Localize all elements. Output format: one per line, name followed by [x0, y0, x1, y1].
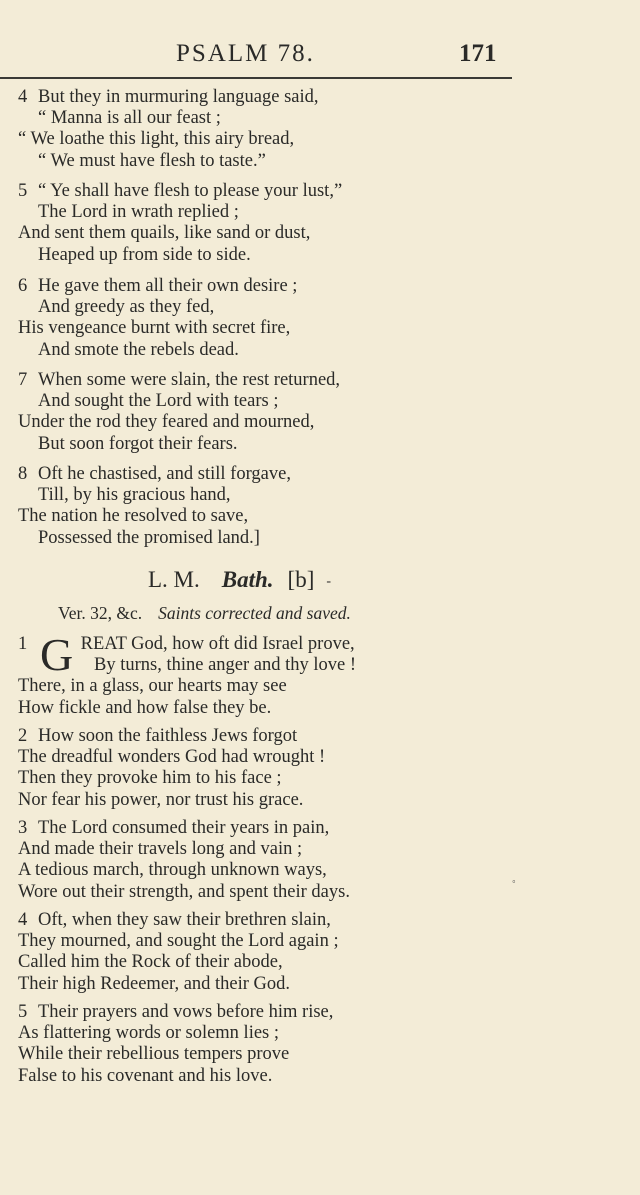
stanza-line: REAT God, how oft did Israel prove,	[80, 634, 355, 654]
stanza-4	[18, 87, 518, 172]
stanza-number: 6	[18, 276, 28, 296]
stanza-3	[18, 818, 518, 903]
hymn-theme: Saints corrected and saved.	[158, 603, 351, 623]
stanza-line: “ We loathe this light, this airy bread,	[18, 129, 295, 150]
stanza-line: False to his covenant and his love.	[18, 1065, 273, 1086]
stanza-line: Till, by his gracious hand,	[38, 485, 231, 506]
stanza-number: 4	[18, 87, 28, 107]
stanza-line: Their prayers and vows before him rise,	[38, 1002, 334, 1022]
stanza-line: Then they provoke him to his face ;	[18, 768, 282, 789]
stanza-5b	[18, 1002, 518, 1087]
stanza-line: As flattering words or solemn lies ;	[18, 1023, 280, 1044]
stanza-line: Their high Redeemer, and their God.	[18, 973, 291, 994]
stanza-2	[18, 726, 518, 811]
stanza-number: 3	[18, 818, 28, 838]
verse-reference: Ver. 32, &c.	[58, 603, 143, 623]
stanza-line: Under the rod they feared and mourned,	[18, 412, 315, 433]
drop-cap-letter: G	[40, 629, 74, 680]
stanza-line: How soon the faithless Jews forgot	[38, 726, 298, 746]
tune-header	[148, 567, 331, 593]
stanza-line: And smote the rebels dead.	[38, 339, 239, 360]
stanza-line: And sought the Lord with tears ;	[38, 391, 279, 412]
stanza-line: “ Ye shall have flesh to please your lust,”	[38, 181, 343, 201]
stanza-1	[18, 629, 518, 719]
stanza-line: Wore out their strength, and spent their days.	[18, 881, 350, 902]
stanza-line: A tedious march, through unknown ways,	[18, 860, 327, 881]
page-title: PSALM 78.	[176, 40, 315, 67]
stanza-line: Oft he chastised, and still forgave,	[38, 464, 291, 484]
stanza-line: The nation he resolved to save,	[18, 506, 249, 527]
stanza-line: The dreadful wonders God had wrought !	[18, 747, 326, 768]
stanza-line: Oft, when they saw their brethren slain,	[38, 910, 331, 930]
stanza-line: And made their travels long and vain ;	[18, 839, 303, 860]
stanza-line: And sent them quails, like sand or dust,	[18, 223, 311, 244]
header-rule	[0, 77, 512, 79]
stanza-number: 5	[18, 1002, 28, 1022]
stanza-number: 4	[18, 910, 28, 930]
stanza-line: When some were slain, the rest returned,	[38, 370, 341, 390]
stanza-line: By turns, thine anger and thy love !	[94, 655, 357, 676]
stanza-number: 5	[18, 181, 28, 201]
stanza-6	[18, 276, 518, 361]
tune-mark: [b]	[287, 567, 315, 592]
stanza-line: And greedy as they fed,	[38, 297, 215, 318]
stanza-7	[18, 370, 518, 455]
stanza-line: The Lord consumed their years in pain,	[38, 818, 330, 838]
stanza-line: Heaped up from side to side.	[38, 244, 251, 265]
stanza-5	[18, 181, 518, 266]
tune-name: Bath.	[221, 567, 274, 592]
stanza-line: But soon forgot their fears.	[38, 433, 238, 454]
stanza-line: Nor fear his power, nor trust his grace.	[18, 789, 304, 810]
tune-meter: L. M.	[148, 567, 200, 592]
stanza-number: 8	[18, 464, 28, 484]
stanza-line: He gave them all their own desire ;	[38, 276, 298, 296]
stanza-number: 2	[18, 726, 28, 746]
stanza-line: How fickle and how false they be.	[18, 697, 272, 718]
stanza-line: The Lord in wrath replied ;	[38, 202, 239, 223]
stanza-line: Possessed the promised land.]	[38, 527, 260, 548]
stanza-line: They mourned, and sought the Lord again ;	[18, 931, 339, 952]
page-number: 171	[459, 40, 497, 67]
stanza-line: But they in murmuring language said,	[38, 87, 319, 107]
stanza-line: His vengeance burnt with secret fire,	[18, 318, 291, 339]
stanza-line: While their rebellious tempers prove	[18, 1044, 290, 1065]
stanza-line: “ We must have flesh to taste.”	[38, 150, 266, 171]
tune-dash: -	[326, 573, 332, 589]
stanza-line: There, in a glass, our hearts may see	[18, 676, 287, 697]
stanza-4b	[18, 910, 518, 995]
stanza-8	[18, 464, 518, 549]
margin-mark: ﾟ	[512, 879, 519, 893]
stanza-line: Called him the Rock of their abode,	[18, 952, 283, 973]
hymn-subheading	[58, 603, 351, 624]
stanza-number: 7	[18, 370, 28, 390]
stanza-number: 1	[18, 634, 28, 654]
stanza-line: “ Manna is all our feast ;	[38, 108, 221, 129]
